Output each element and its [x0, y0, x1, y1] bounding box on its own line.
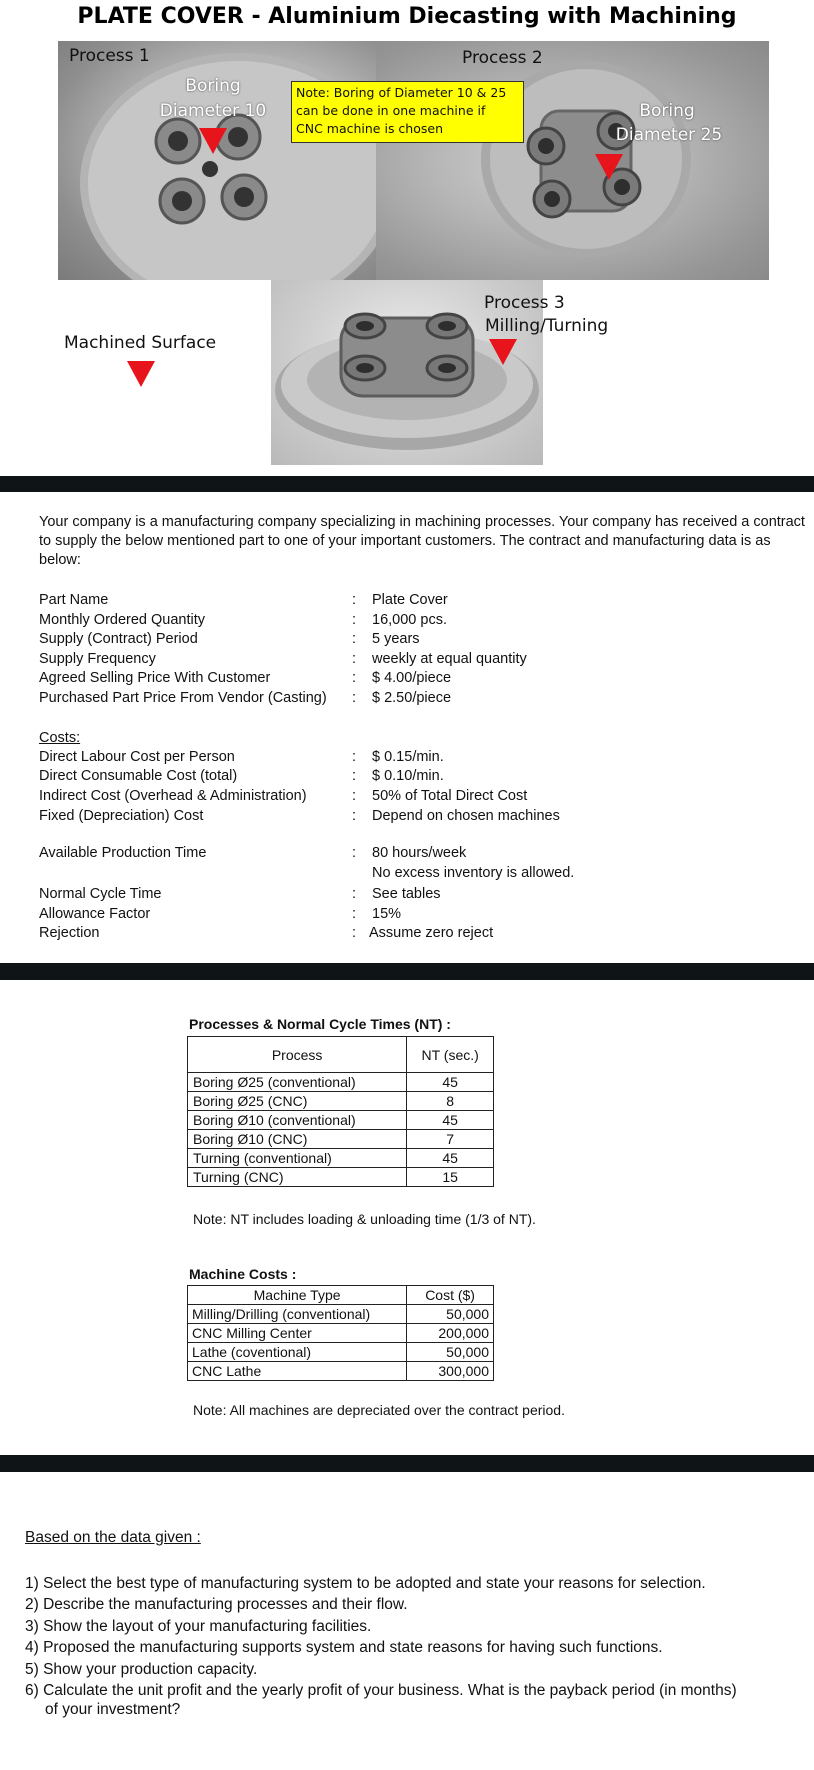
- nt-value-cell: 45: [407, 1111, 494, 1130]
- machine-type-cell: CNC Milling Center: [188, 1324, 407, 1343]
- table-row: [188, 1362, 494, 1381]
- detail-separator: :: [352, 768, 357, 784]
- machine-header-type: Machine Type: [188, 1286, 407, 1305]
- production-time-label: Available Production Time: [39, 845, 207, 861]
- boring25-label-line1: Boring: [639, 101, 695, 121]
- other-value-allowance: 15%: [372, 906, 402, 922]
- detail-label-supply-frequency: Supply Frequency: [39, 651, 156, 667]
- detail-value-supply-frequency: weekly at equal quantity: [372, 651, 527, 667]
- question-4: 4) Proposed the manufacturing supports system and state reasons for having such functions.: [25, 1639, 663, 1656]
- nt-value-cell: 45: [407, 1149, 494, 1168]
- machined-surface-legend-marker: [127, 361, 155, 387]
- process3-label: Process 3: [484, 293, 565, 313]
- cnc-note-line3: CNC machine is chosen: [296, 121, 443, 136]
- nt-table-header-row: [188, 1037, 494, 1073]
- table-row: [188, 1343, 494, 1362]
- cost-value-fixed: Depend on chosen machines: [372, 808, 560, 824]
- detail-separator: :: [352, 651, 357, 667]
- nt-value-cell: 7: [407, 1130, 494, 1149]
- detail-label-monthly-quantity: Monthly Ordered Quantity: [39, 612, 206, 628]
- machined-surface-label: Machined Surface: [64, 333, 217, 353]
- cost-value-direct-labour: $ 0.15/min.: [372, 749, 444, 765]
- other-label-cycle-time: Normal Cycle Time: [39, 886, 162, 902]
- table-row: [188, 1092, 494, 1111]
- production-time-note: No excess inventory is allowed.: [372, 865, 575, 881]
- questions-heading: Based on the data given :: [25, 1529, 201, 1546]
- nt-process-cell: Boring Ø10 (conventional): [188, 1111, 407, 1130]
- detail-value-selling-price: $ 4.00/piece: [372, 670, 452, 686]
- detail-label-supply-period: Supply (Contract) Period: [39, 631, 198, 647]
- machine-type-cell: Lathe (coventional): [188, 1343, 407, 1362]
- machine-cost-cell: 300,000: [407, 1362, 494, 1381]
- nt-process-cell: Boring Ø10 (CNC): [188, 1130, 407, 1149]
- question-6-continued: of your investment?: [45, 1701, 181, 1718]
- machine-cost-cell: 50,000: [407, 1305, 494, 1324]
- process2-photo: [376, 41, 769, 280]
- nt-process-cell: Turning (CNC): [188, 1168, 407, 1187]
- boring25-label-line2: Diameter 25: [615, 125, 723, 145]
- cnc-note-line2: can be done in one machine if: [296, 103, 486, 118]
- production-time-value: 80 hours/week: [372, 845, 467, 861]
- nt-value-cell: 15: [407, 1168, 494, 1187]
- question-5: 5) Show your production capacity.: [25, 1661, 258, 1678]
- machine-type-cell: Milling/Drilling (conventional): [188, 1305, 407, 1324]
- cost-label-indirect: Indirect Cost (Overhead & Administration): [39, 788, 307, 804]
- detail-separator: :: [352, 749, 357, 765]
- table-row: [188, 1111, 494, 1130]
- cost-label-direct-labour: Direct Labour Cost per Person: [39, 749, 235, 765]
- plate-angled-view-image: [376, 41, 769, 280]
- machine-cost-cell: 50,000: [407, 1343, 494, 1362]
- other-value-rejection: Assume zero reject: [369, 925, 494, 941]
- machine-table-note: Note: All machines are depreciated over the contract period.: [193, 1402, 565, 1418]
- detail-value-monthly-quantity: 16,000 pcs.: [372, 612, 447, 628]
- other-value-cycle-time: See tables: [372, 886, 441, 902]
- detail-value-supply-period: 5 years: [372, 631, 420, 647]
- question-3: 3) Show the layout of your manufacturing facilities.: [25, 1618, 372, 1635]
- table-row: [188, 1168, 494, 1187]
- cost-value-consumable: $ 0.10/min.: [372, 768, 444, 784]
- question-6: 6) Calculate the unit profit and the yearly profit of your business. What is the payback period (in months): [25, 1682, 737, 1699]
- detail-label-selling-price: Agreed Selling Price With Customer: [39, 670, 271, 686]
- detail-separator: :: [352, 925, 357, 941]
- question-2: 2) Describe the manufacturing processes and their flow.: [25, 1596, 408, 1613]
- nt-value-cell: 8: [407, 1092, 494, 1111]
- machine-header-cost: Cost ($): [407, 1286, 494, 1305]
- boring10-label-line2: Diameter 10: [159, 101, 267, 121]
- detail-separator: :: [352, 592, 357, 608]
- machine-table-title: Machine Costs :: [189, 1266, 297, 1282]
- costs-heading: Costs:: [39, 730, 81, 746]
- process3-operation-label: Milling/Turning: [485, 316, 609, 336]
- detail-separator: :: [352, 612, 357, 628]
- case-intro: Your company is a manufacturing company specializing in machining processes. Your company has received a contract to supply the below mentioned part to one of your important customers. The contract and manufacturing data is as below:: [39, 514, 805, 568]
- nt-table-note: Note: NT includes loading & unloading time (1/3 of NT).: [193, 1211, 536, 1227]
- table-row: [188, 1149, 494, 1168]
- milling-marker: [489, 339, 517, 365]
- detail-separator: :: [352, 886, 357, 902]
- nt-process-cell: Boring Ø25 (CNC): [188, 1092, 407, 1111]
- process1-label: Process 1: [69, 46, 150, 66]
- table-row: [188, 1073, 494, 1092]
- detail-value-part-name: Plate Cover: [372, 592, 448, 608]
- detail-value-vendor-price: $ 2.50/piece: [372, 690, 452, 706]
- detail-separator: :: [352, 631, 357, 647]
- question-1: 1) Select the best type of manufacturing system to be adopted and state your reasons for selection.: [25, 1575, 706, 1592]
- machine-table-header-row: [188, 1286, 494, 1305]
- boring10-label-line1: Boring: [185, 76, 241, 96]
- process2-label: Process 2: [462, 48, 543, 68]
- cost-label-fixed: Fixed (Depreciation) Cost: [39, 808, 204, 824]
- section-divider: [0, 476, 814, 492]
- detail-separator: :: [352, 906, 357, 922]
- table-row: [188, 1305, 494, 1324]
- nt-process-cell: Boring Ø25 (conventional): [188, 1073, 407, 1092]
- detail-separator: :: [352, 690, 357, 706]
- nt-header-process: Process: [188, 1037, 407, 1073]
- table-row: [188, 1324, 494, 1343]
- cnc-note-box: [291, 81, 524, 143]
- detail-separator: :: [352, 845, 357, 861]
- nt-table-title: Processes & Normal Cycle Times (NT) :: [189, 1016, 451, 1032]
- machine-type-cell: CNC Lathe: [188, 1362, 407, 1381]
- nt-value-cell: 45: [407, 1073, 494, 1092]
- other-label-allowance: Allowance Factor: [39, 906, 151, 922]
- detail-label-vendor-price: Purchased Part Price From Vendor (Casting): [39, 690, 327, 706]
- detail-label-part-name: Part Name: [39, 592, 109, 608]
- detail-separator: :: [352, 808, 357, 824]
- nt-table: [187, 1036, 494, 1187]
- section-divider: [0, 963, 814, 980]
- machine-cost-table: [187, 1285, 494, 1381]
- boring10-marker: [199, 128, 227, 154]
- nt-header-nt: NT (sec.): [407, 1037, 494, 1073]
- cnc-note-line1: Note: Boring of Diameter 10 & 25: [296, 85, 507, 100]
- slide-section: [0, 0, 814, 476]
- other-label-rejection: Rejection: [39, 925, 100, 941]
- nt-process-cell: Turning (conventional): [188, 1149, 407, 1168]
- table-row: [188, 1130, 494, 1149]
- boring25-marker: [595, 154, 623, 180]
- slide-title: PLATE COVER - Aluminium Diecasting with Machining: [77, 4, 737, 29]
- section-divider: [0, 1455, 814, 1472]
- cost-value-indirect: 50% of Total Direct Cost: [372, 788, 528, 804]
- detail-separator: :: [352, 788, 357, 804]
- machine-cost-cell: 200,000: [407, 1324, 494, 1343]
- cost-label-consumable: Direct Consumable Cost (total): [39, 768, 238, 784]
- detail-separator: :: [352, 670, 357, 686]
